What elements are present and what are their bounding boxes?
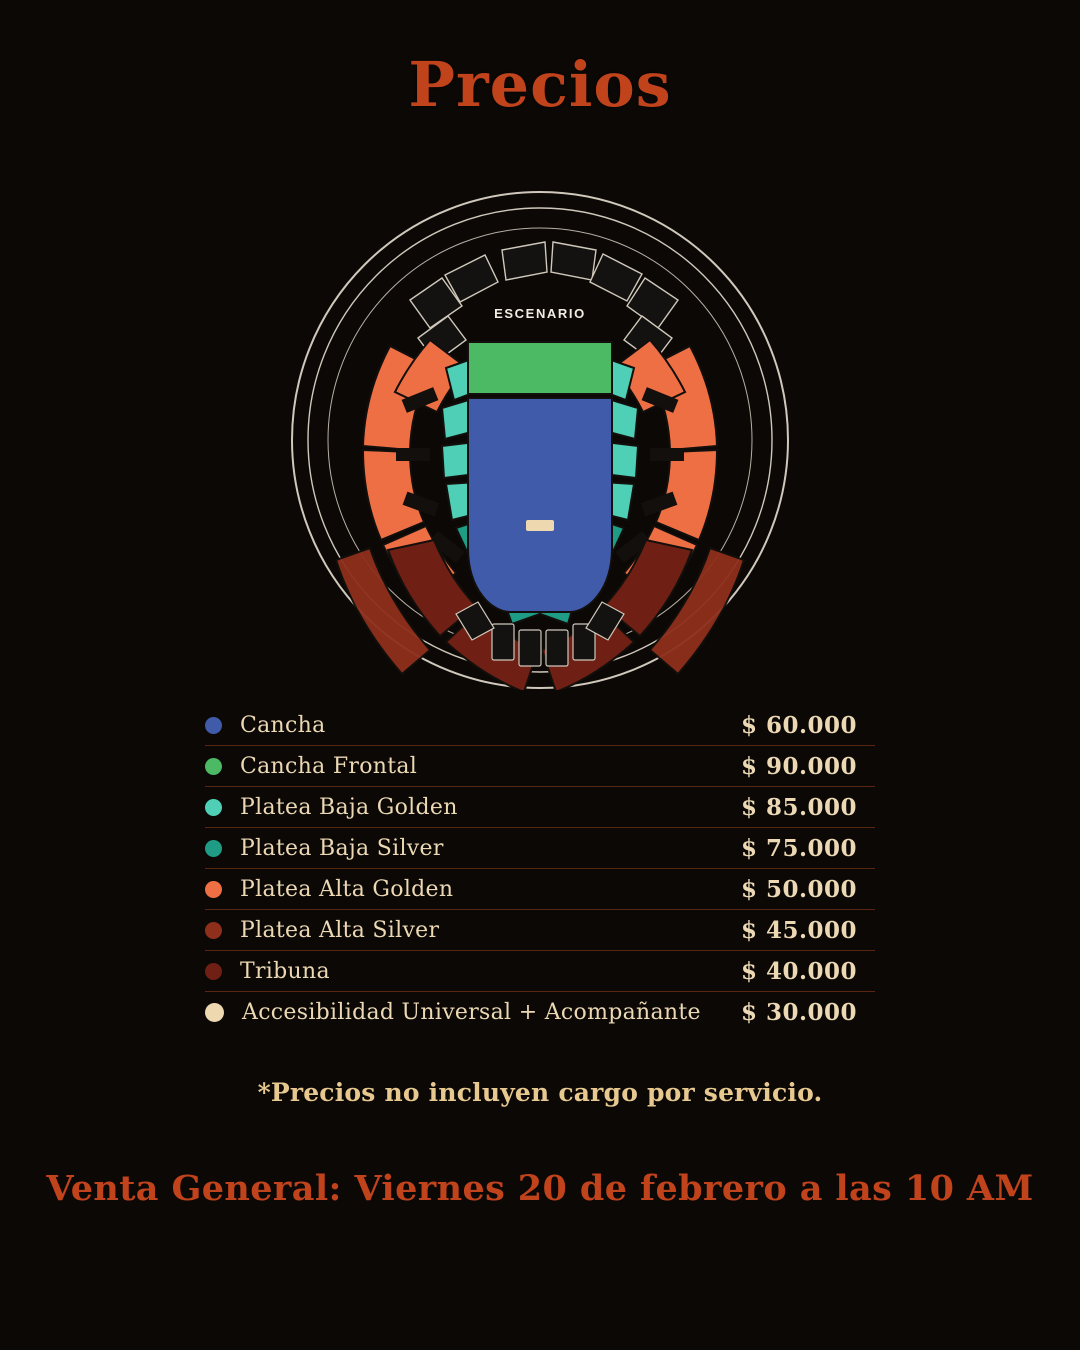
price-row — [205, 910, 875, 951]
price-name: Cancha — [240, 712, 326, 738]
price-value: $ 90.000 — [740, 752, 857, 780]
price-name: Accesibilidad Universal + Acompañante — [242, 999, 701, 1025]
price-value: $ 75.000 — [740, 834, 857, 862]
price-value: $ 60.000 — [740, 711, 857, 739]
color-swatch-icon — [205, 758, 222, 775]
color-swatch-icon — [205, 922, 222, 939]
price-value: $ 40.000 — [740, 957, 857, 985]
price-row — [205, 828, 875, 869]
price-row — [205, 992, 875, 1032]
price-name: Platea Baja Golden — [240, 794, 458, 820]
price-row — [205, 746, 875, 787]
price-row — [205, 951, 875, 992]
section-cancha-frontal — [468, 342, 612, 394]
color-swatch-icon — [205, 840, 222, 857]
price-value: $ 85.000 — [740, 793, 857, 821]
price-name: Platea Alta Silver — [240, 917, 440, 943]
price-value: $ 30.000 — [740, 998, 857, 1026]
price-footnote: *Precios no incluyen cargo por servicio. — [257, 1078, 823, 1107]
sale-info: Venta General: Viernes 20 de febrero a las 10 AM — [46, 1168, 1034, 1209]
price-row — [205, 787, 875, 828]
page-title: Precios — [408, 48, 672, 121]
venue-map — [270, 150, 810, 690]
price-row — [205, 869, 875, 910]
price-list — [205, 705, 875, 1032]
price-row — [205, 705, 875, 746]
color-swatch-icon — [205, 881, 222, 898]
stage-label: ESCENARIO — [494, 306, 586, 321]
price-value: $ 45.000 — [740, 916, 857, 944]
color-swatch-icon — [205, 1003, 224, 1022]
price-name: Cancha Frontal — [240, 753, 418, 779]
color-swatch-icon — [205, 717, 222, 734]
price-name: Platea Baja Silver — [240, 835, 444, 861]
section-cancha — [468, 398, 612, 612]
price-name: Platea Alta Golden — [240, 876, 454, 902]
color-swatch-icon — [205, 963, 222, 980]
section-accesibilidad — [526, 520, 554, 531]
price-name: Tribuna — [240, 958, 330, 984]
color-swatch-icon — [205, 799, 222, 816]
price-value: $ 50.000 — [740, 875, 857, 903]
